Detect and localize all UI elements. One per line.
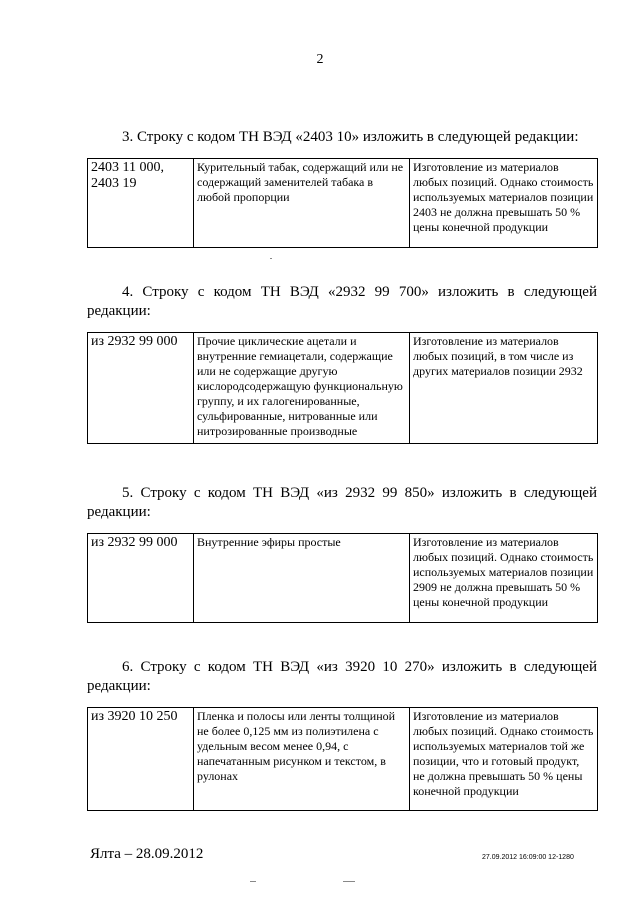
- condition-cell: Изготовление из материалов любых позиций. Однако стоимость используемых материалов той же позиции, что и готовый продукт, не должна превышать 50 % цены конечной продукции: [410, 708, 598, 811]
- description-cell: Пленка и полосы или ленты толщиной не более 0,125 мм из полиэтилена с удельным весом менее 0,94, с напечатанным рисунком и текстом, в рулонах: [194, 708, 410, 811]
- section-4-heading: 4. Строку с кодом ТН ВЭД «2932 99 700» изложить в следующей редакции:: [87, 284, 597, 319]
- page-number: 2: [316, 52, 324, 67]
- condition-cell: Изготовление из материалов любых позиций. Однако стоимость используемых материалов позиции 2403 не должна превышать 50 % цены конечной продукции: [410, 159, 598, 248]
- section-4-table: [87, 332, 598, 444]
- description-cell: Внутренние эфиры простые: [194, 534, 410, 623]
- table-row: [88, 159, 598, 248]
- code-cell: из 3920 10 250: [88, 708, 194, 811]
- condition-cell: Изготовление из материалов любых позиций. Однако стоимость используемых материалов позиции 2909 не должна превышать 50 % цены конечной продукции: [410, 534, 598, 623]
- code-cell: 2403 11 000, 2403 19: [88, 159, 194, 248]
- scan-speck: [343, 881, 355, 882]
- section-6-table: [87, 707, 598, 811]
- table-row: [88, 534, 598, 623]
- table-row: [88, 708, 598, 811]
- scan-speck: [270, 258, 272, 259]
- scan-speck: [250, 881, 256, 882]
- section-5-table: [87, 533, 598, 623]
- section-3-heading: 3. Строку с кодом ТН ВЭД «2403 10» изложить в следующей редакции:: [122, 129, 579, 145]
- section-3-table: [87, 158, 598, 248]
- description-cell: Прочие циклические ацетали и внутренние гемиацетали, содержащие или не содержащие другую кислородсодержащую функциональную группу, и их галогенированные, сульфированные, нитрованные или нитрозированные производные: [194, 333, 410, 444]
- code-cell: из 2932 99 000: [88, 534, 194, 623]
- footer-stamp: 27.09.2012 16:09:00 12-1280: [482, 854, 574, 861]
- section-5-heading: 5. Строку с кодом ТН ВЭД «из 2932 99 850» изложить в следующей редакции:: [87, 485, 597, 520]
- description-cell: Курительный табак, содержащий или не содержащий заменителей табака в любой пропорции: [194, 159, 410, 248]
- condition-cell: Изготовление из материалов любых позиций, в том числе из других материалов позиции 2932: [410, 333, 598, 444]
- table-row: [88, 333, 598, 444]
- code-cell: из 2932 99 000: [88, 333, 194, 444]
- section-6-heading: 6. Строку с кодом ТН ВЭД «из 3920 10 270» изложить в следующей редакции:: [87, 659, 597, 694]
- footer-place-date: Ялта – 28.09.2012: [90, 846, 204, 862]
